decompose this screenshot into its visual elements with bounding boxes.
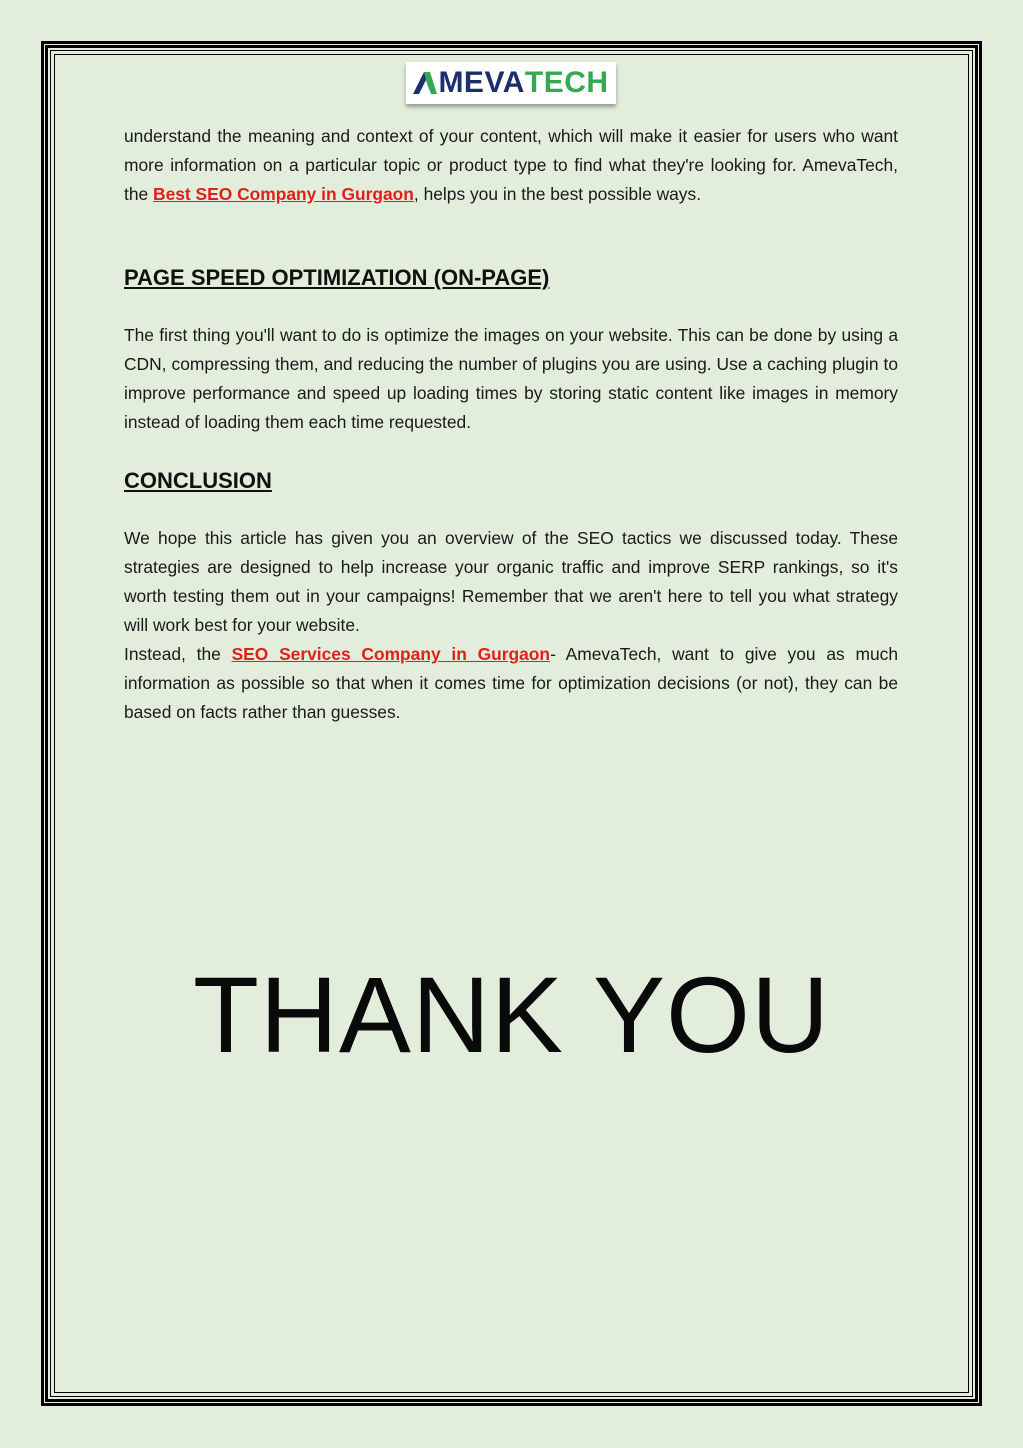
best-seo-company-link[interactable]: Best SEO Company in Gurgaon <box>153 184 414 204</box>
thank-you-text: THANK YOU <box>192 954 831 1075</box>
document-body <box>124 122 898 727</box>
conclusion-text-end: - AmevaTech, want to give you as much information as possible so that when it comes time for optimization decisions (or not), they can be based on facts rather than guesses. <box>124 644 898 722</box>
logo-text-meva: MEVA <box>438 66 525 99</box>
page-speed-heading: PAGE SPEED OPTIMIZATION (ON-PAGE) <box>124 265 550 290</box>
conclusion-instead-text: Instead, the <box>124 644 232 664</box>
conclusion-paragraph-2 <box>124 640 898 727</box>
conclusion-heading: CONCLUSION <box>124 468 272 493</box>
amevatech-logo <box>406 62 616 104</box>
page-speed-paragraph: The first thing you'll want to do is optimize the images on your website. This can be done by using a CDN, compressing them, and reducing the number of plugins you are using. Use a caching plugin to improve performance and speed up loading times by storing static content like images in memory instead of loading them each time requested. <box>124 325 898 432</box>
logo-a-mark-icon <box>413 72 437 94</box>
intro-text-end: , helps you in the best possible ways. <box>413 184 702 204</box>
conclusion-paragraph-1: We hope this article has given you an overview of the SEO tactics we discussed today. These strategies are designed to help increase your organic traffic and improve SERP rankings, so it's worth testing them out in your campaigns! Remember that we aren't here to tell you what strategy will work best for your website. <box>124 528 898 635</box>
intro-text: understand the meaning and context of your content, which will make it easier for users who want more information on a particular topic or product type to find what they're looking for. AmevaTech, the <box>124 126 898 204</box>
seo-services-company-link[interactable]: SEO Services Company in Gurgaon <box>231 644 551 664</box>
intro-paragraph <box>124 122 898 209</box>
logo-text-tech: TECH <box>524 66 609 99</box>
